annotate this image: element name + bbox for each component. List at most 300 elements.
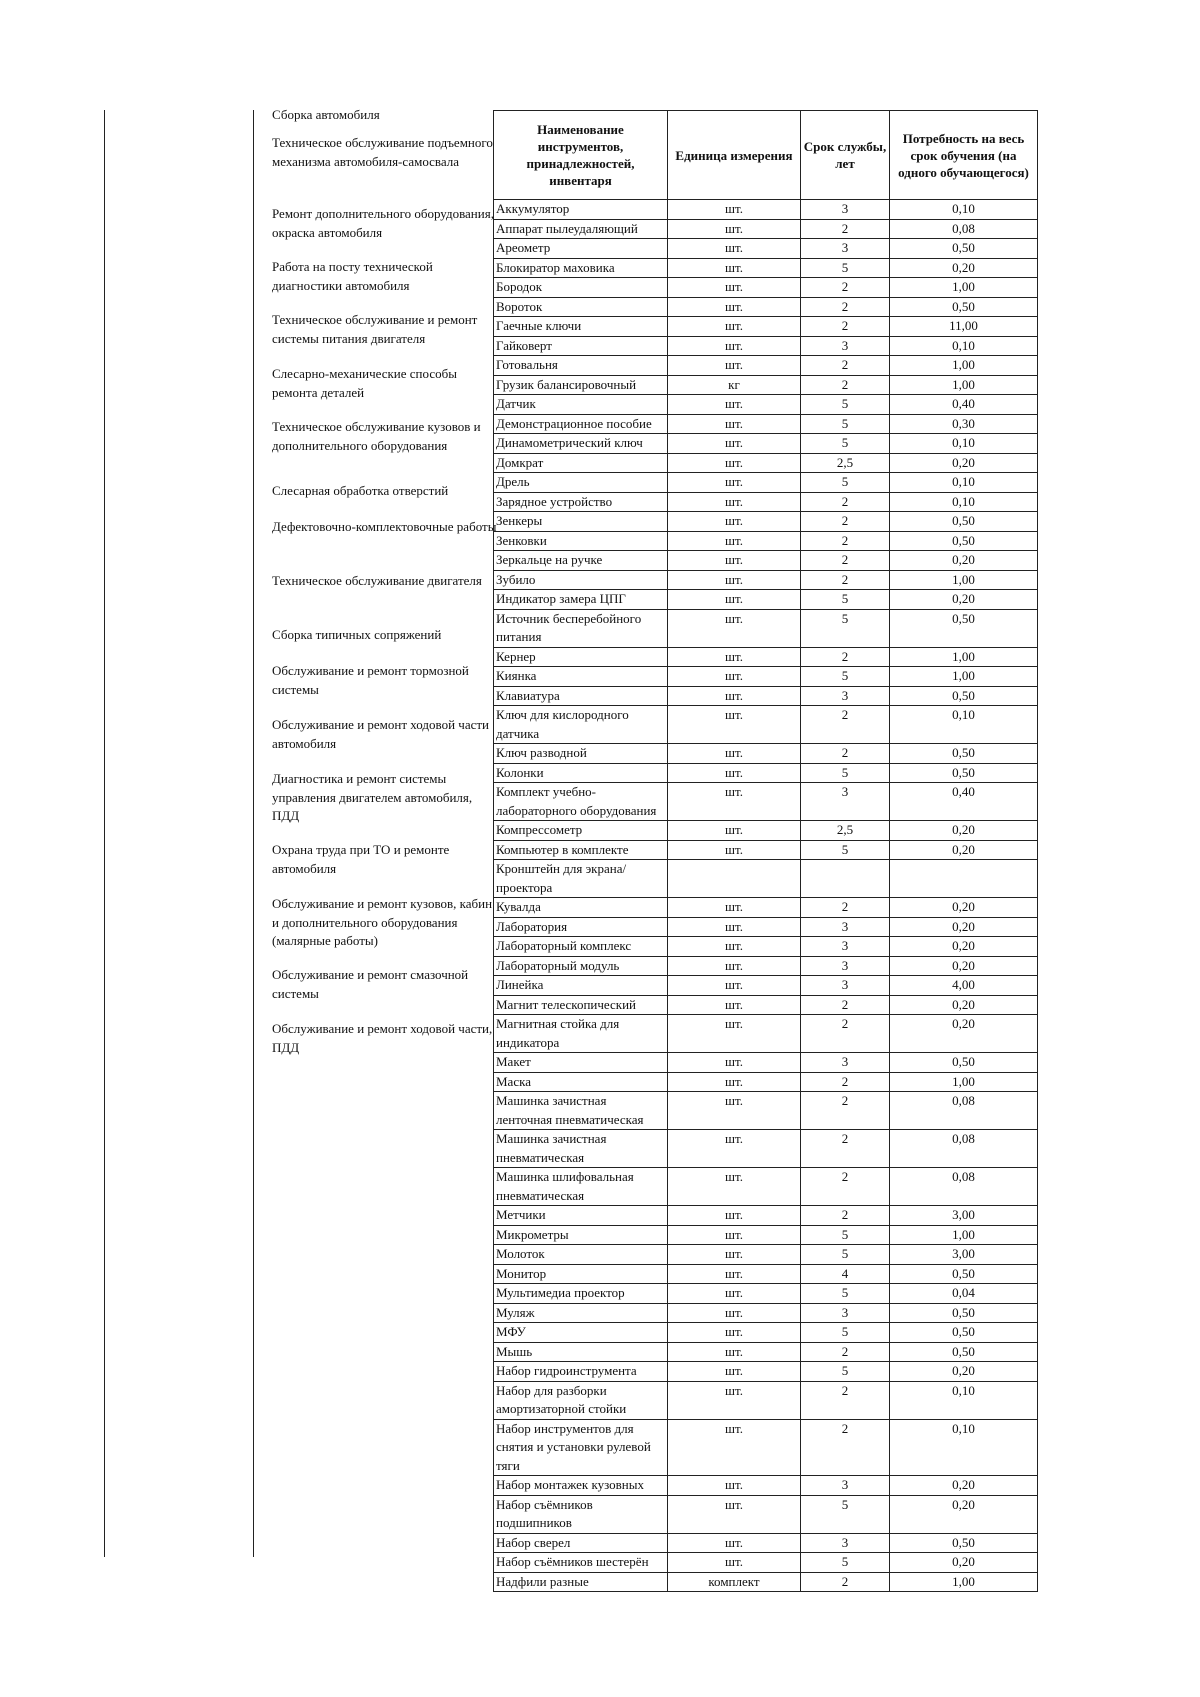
cell-life: 3 xyxy=(801,783,890,821)
cell-unit: шт. xyxy=(668,531,801,551)
cell-need: 0,50 xyxy=(890,1303,1038,1323)
cell-unit: шт. xyxy=(668,317,801,337)
cell-need: 0,20 xyxy=(890,453,1038,473)
cell-need: 1,00 xyxy=(890,570,1038,590)
cell-need: 0,08 xyxy=(890,219,1038,239)
cell-life: 4 xyxy=(801,1264,890,1284)
cell-unit: шт. xyxy=(668,278,801,298)
table-row xyxy=(494,686,1038,706)
cell-need: 0,50 xyxy=(890,1342,1038,1362)
topic-item: Техническое обслуживание и ремонт системы питания двигателя xyxy=(272,312,478,346)
cell-need: 0,20 xyxy=(890,1362,1038,1382)
table-row xyxy=(494,1476,1038,1496)
cell-name: Лабораторный модуль xyxy=(494,956,668,976)
cell-need: 0,08 xyxy=(890,1130,1038,1168)
cell-life: 3 xyxy=(801,336,890,356)
cell-name: Зенковки xyxy=(494,531,668,551)
cell-name: Кронштейн для экрана/проектора xyxy=(494,860,668,898)
cell-life: 5 xyxy=(801,840,890,860)
cell-need: 0,08 xyxy=(890,1168,1038,1206)
cell-name: Молоток xyxy=(494,1245,668,1265)
cell-life: 2 xyxy=(801,512,890,532)
cell-unit: шт. xyxy=(668,219,801,239)
cell-name: Монитор xyxy=(494,1264,668,1284)
cell-life: 3 xyxy=(801,1533,890,1553)
cell-need: 3,00 xyxy=(890,1245,1038,1265)
table-row xyxy=(494,995,1038,1015)
cell-need: 0,10 xyxy=(890,492,1038,512)
topic-item: Техническое обслуживание подъемного механизма автомобиля-самосвала xyxy=(272,135,493,169)
cell-life: 3 xyxy=(801,1303,890,1323)
cell-need: 0,10 xyxy=(890,434,1038,454)
table-row xyxy=(494,821,1038,841)
table-row xyxy=(494,239,1038,259)
cell-unit: шт. xyxy=(668,473,801,493)
cell-name: Колонки xyxy=(494,763,668,783)
cell-name: Машинка шлифовальная пневматическая xyxy=(494,1168,668,1206)
cell-unit: шт. xyxy=(668,1264,801,1284)
cell-life: 2 xyxy=(801,551,890,571)
cell-unit: шт. xyxy=(668,1206,801,1226)
cell-unit: шт. xyxy=(668,706,801,744)
cell-life: 5 xyxy=(801,1323,890,1343)
cell-name: Блокиратор маховика xyxy=(494,258,668,278)
cell-life: 2 xyxy=(801,570,890,590)
cell-unit: шт. xyxy=(668,1476,801,1496)
cell-life: 3 xyxy=(801,1053,890,1073)
table-row xyxy=(494,258,1038,278)
cell-life: 3 xyxy=(801,976,890,996)
table-row xyxy=(494,512,1038,532)
table-row xyxy=(494,706,1038,744)
cell-life: 2 xyxy=(801,531,890,551)
cell-name: Мультимедиа проектор xyxy=(494,1284,668,1304)
cell-need: 1,00 xyxy=(890,356,1038,376)
cell-life: 5 xyxy=(801,763,890,783)
cell-unit: шт. xyxy=(668,840,801,860)
cell-need: 3,00 xyxy=(890,1206,1038,1226)
cell-unit: шт. xyxy=(668,1015,801,1053)
cell-need: 0,20 xyxy=(890,1015,1038,1053)
cell-unit: шт. xyxy=(668,1245,801,1265)
cell-name: Метчики xyxy=(494,1206,668,1226)
topic-item: Ремонт дополнительного оборудования, окраска автомобиля xyxy=(272,206,494,240)
topic-item: Диагностика и ремонт системы управления двигателем автомобиля, ПДД xyxy=(272,771,473,823)
table-row xyxy=(494,860,1038,898)
table-row xyxy=(494,1303,1038,1323)
table-row xyxy=(494,744,1038,764)
cell-name: Динамометрический ключ xyxy=(494,434,668,454)
cell-need: 0,20 xyxy=(890,821,1038,841)
cell-need: 11,00 xyxy=(890,317,1038,337)
cell-unit: шт. xyxy=(668,917,801,937)
cell-unit: шт. xyxy=(668,258,801,278)
table-row xyxy=(494,278,1038,298)
cell-unit: кг xyxy=(668,375,801,395)
table-row xyxy=(494,763,1038,783)
cell-unit: шт. xyxy=(668,1130,801,1168)
cell-unit: шт. xyxy=(668,356,801,376)
cell-unit: шт. xyxy=(668,1168,801,1206)
table-row xyxy=(494,375,1038,395)
header-life: Срок службы, лет xyxy=(801,111,890,200)
table-row xyxy=(494,609,1038,647)
cell-name: Набор сверел xyxy=(494,1533,668,1553)
cell-life xyxy=(801,860,890,898)
cell-life: 2 xyxy=(801,995,890,1015)
cell-name: Кувалда xyxy=(494,898,668,918)
cell-life: 5 xyxy=(801,395,890,415)
table-row xyxy=(494,1130,1038,1168)
topic-item: Обслуживание и ремонт ходовой части автомобиля xyxy=(272,717,490,751)
cell-life: 5 xyxy=(801,414,890,434)
table-row xyxy=(494,956,1038,976)
cell-name: Мышь xyxy=(494,1342,668,1362)
cell-need: 0,20 xyxy=(890,995,1038,1015)
cell-need: 0,08 xyxy=(890,1092,1038,1130)
cell-name: Киянка xyxy=(494,667,668,687)
table-row xyxy=(494,1053,1038,1073)
cell-unit: комплект xyxy=(668,1572,801,1592)
table-row xyxy=(494,1533,1038,1553)
table-row xyxy=(494,356,1038,376)
cell-life: 2 xyxy=(801,1342,890,1362)
cell-need: 0,10 xyxy=(890,1419,1038,1476)
cell-life: 2 xyxy=(801,297,890,317)
cell-life: 2 xyxy=(801,706,890,744)
cell-life: 5 xyxy=(801,1245,890,1265)
cell-need: 0,10 xyxy=(890,1381,1038,1419)
table-row xyxy=(494,1419,1038,1476)
cell-unit: шт. xyxy=(668,1342,801,1362)
cell-unit: шт. xyxy=(668,239,801,259)
cell-unit: шт. xyxy=(668,395,801,415)
cell-unit: шт. xyxy=(668,1419,801,1476)
cell-need: 0,20 xyxy=(890,898,1038,918)
cell-life: 5 xyxy=(801,590,890,610)
cell-life: 2 xyxy=(801,1168,890,1206)
table-row xyxy=(494,434,1038,454)
cell-life: 2 xyxy=(801,1092,890,1130)
cell-unit: шт. xyxy=(668,783,801,821)
cell-unit: шт. xyxy=(668,1323,801,1343)
cell-need: 0,20 xyxy=(890,840,1038,860)
table-row xyxy=(494,1092,1038,1130)
cell-name: Готовальня xyxy=(494,356,668,376)
header-need: Потребность на весь срок обучения (на одного обучающегося) xyxy=(890,111,1038,200)
cell-need: 1,00 xyxy=(890,375,1038,395)
cell-unit: шт. xyxy=(668,200,801,220)
cell-need: 0,50 xyxy=(890,686,1038,706)
cell-life: 5 xyxy=(801,1553,890,1573)
cell-need: 0,20 xyxy=(890,1476,1038,1496)
cell-unit: шт. xyxy=(668,1072,801,1092)
table-row xyxy=(494,551,1038,571)
cell-name: Ареометр xyxy=(494,239,668,259)
cell-unit xyxy=(668,860,801,898)
cell-need: 0,50 xyxy=(890,1264,1038,1284)
cell-life: 2 xyxy=(801,1130,890,1168)
topic-item: Сборка типичных сопряжений xyxy=(272,627,442,642)
table-row xyxy=(494,297,1038,317)
table-row xyxy=(494,898,1038,918)
cell-name: Набор монтажек кузовных xyxy=(494,1476,668,1496)
cell-name: Машинка зачистная ленточная пневматическая xyxy=(494,1092,668,1130)
cell-name: Набор съёмников шестерён xyxy=(494,1553,668,1573)
topic-item: Техническое обслуживание двигателя xyxy=(272,573,482,588)
cell-need: 0,50 xyxy=(890,512,1038,532)
cell-life: 3 xyxy=(801,1476,890,1496)
cell-name: Комплект учебно-лабораторного оборудования xyxy=(494,783,668,821)
cell-name: Набор гидроинструмента xyxy=(494,1362,668,1382)
cell-life: 2 xyxy=(801,1206,890,1226)
cell-unit: шт. xyxy=(668,434,801,454)
cell-life: 2 xyxy=(801,1381,890,1419)
table-row xyxy=(494,1168,1038,1206)
table-row xyxy=(494,1225,1038,1245)
cell-life: 3 xyxy=(801,917,890,937)
cell-life: 3 xyxy=(801,200,890,220)
cell-unit: шт. xyxy=(668,414,801,434)
cell-life: 2 xyxy=(801,492,890,512)
table-row xyxy=(494,1342,1038,1362)
table-row xyxy=(494,453,1038,473)
cell-unit: шт. xyxy=(668,1533,801,1553)
topic-item: Обслуживание и ремонт тормозной системы xyxy=(272,663,469,697)
cell-name: Гаечные ключи xyxy=(494,317,668,337)
cell-name: Компьютер в комплекте xyxy=(494,840,668,860)
table-row xyxy=(494,200,1038,220)
table-row xyxy=(494,336,1038,356)
cell-name: Набор для разборки амортизаторной стойки xyxy=(494,1381,668,1419)
topic-item: Слесарная обработка отверстий xyxy=(272,483,449,498)
cell-name: МФУ xyxy=(494,1323,668,1343)
topic-item: Работа на посту технической диагностики автомобиля xyxy=(272,259,433,293)
cell-need: 0,30 xyxy=(890,414,1038,434)
cell-unit: шт. xyxy=(668,512,801,532)
cell-need: 0,20 xyxy=(890,917,1038,937)
cell-unit: шт. xyxy=(668,667,801,687)
table-row xyxy=(494,667,1038,687)
cell-unit: шт. xyxy=(668,297,801,317)
cell-name: Аккумулятор xyxy=(494,200,668,220)
table-row xyxy=(494,1572,1038,1592)
cell-life: 2 xyxy=(801,356,890,376)
cell-need: 1,00 xyxy=(890,1225,1038,1245)
cell-unit: шт. xyxy=(668,492,801,512)
cell-name: Линейка xyxy=(494,976,668,996)
cell-need: 0,50 xyxy=(890,1533,1038,1553)
cell-unit: шт. xyxy=(668,1362,801,1382)
table-row xyxy=(494,219,1038,239)
table-row xyxy=(494,473,1038,493)
table-row xyxy=(494,1015,1038,1053)
cell-need: 0,10 xyxy=(890,706,1038,744)
cell-life: 5 xyxy=(801,1284,890,1304)
cell-life: 2 xyxy=(801,317,890,337)
cell-life: 5 xyxy=(801,667,890,687)
cell-unit: шт. xyxy=(668,551,801,571)
topic-item: Обслуживание и ремонт кузовов, кабин и дополнительного оборудования (малярные работы) xyxy=(272,896,493,948)
column-divider-line xyxy=(253,110,254,1557)
cell-name: Ключ для кислородного датчика xyxy=(494,706,668,744)
cell-name: Бородок xyxy=(494,278,668,298)
cell-name: Дрель xyxy=(494,473,668,493)
cell-name: Зубило xyxy=(494,570,668,590)
topic-item: Обслуживание и ремонт смазочной системы xyxy=(272,967,469,1001)
cell-name: Грузик балансировочный xyxy=(494,375,668,395)
cell-name: Датчик xyxy=(494,395,668,415)
cell-name: Макет xyxy=(494,1053,668,1073)
cell-unit: шт. xyxy=(668,609,801,647)
cell-name: Зарядное устройство xyxy=(494,492,668,512)
cell-unit: шт. xyxy=(668,763,801,783)
cell-name: Набор съёмников подшипников xyxy=(494,1495,668,1533)
table-row xyxy=(494,1072,1038,1092)
table-row xyxy=(494,840,1038,860)
cell-name: Маска xyxy=(494,1072,668,1092)
table-row xyxy=(494,1553,1038,1573)
cell-need: 0,20 xyxy=(890,956,1038,976)
table-row xyxy=(494,492,1038,512)
cell-need: 0,20 xyxy=(890,937,1038,957)
cell-name: Набор инструментов для снятия и установки рулевой тяги xyxy=(494,1419,668,1476)
equipment-table xyxy=(493,110,1038,1592)
cell-name: Зенкеры xyxy=(494,512,668,532)
header-name: Наименование инструментов, принадлежностей, инвентаря xyxy=(494,111,668,200)
cell-need: 1,00 xyxy=(890,278,1038,298)
table-header-row xyxy=(494,111,1038,200)
table-row xyxy=(494,1495,1038,1533)
cell-unit: шт. xyxy=(668,1053,801,1073)
cell-need: 0,20 xyxy=(890,1495,1038,1533)
table-row xyxy=(494,1284,1038,1304)
cell-life: 3 xyxy=(801,956,890,976)
cell-need: 0,20 xyxy=(890,590,1038,610)
cell-name: Индикатор замера ЦПГ xyxy=(494,590,668,610)
left-border-line xyxy=(104,110,105,1557)
cell-life: 5 xyxy=(801,434,890,454)
cell-unit: шт. xyxy=(668,647,801,667)
cell-life: 2 xyxy=(801,1419,890,1476)
table-row xyxy=(494,647,1038,667)
cell-life: 3 xyxy=(801,239,890,259)
topic-item: Техническое обслуживание кузовов и дополнительного оборудования xyxy=(272,419,481,453)
topic-item: Обслуживание и ремонт ходовой части, ПДД xyxy=(272,1021,493,1055)
cell-name: Кернер xyxy=(494,647,668,667)
cell-need: 0,20 xyxy=(890,258,1038,278)
table-row xyxy=(494,317,1038,337)
table-row xyxy=(494,570,1038,590)
cell-need: 0,50 xyxy=(890,744,1038,764)
cell-unit: шт. xyxy=(668,686,801,706)
cell-need: 0,50 xyxy=(890,763,1038,783)
cell-life: 2 xyxy=(801,219,890,239)
cell-unit: шт. xyxy=(668,590,801,610)
cell-need: 0,50 xyxy=(890,1323,1038,1343)
table-row xyxy=(494,1362,1038,1382)
table-row xyxy=(494,783,1038,821)
cell-name: Демонстрационное пособие xyxy=(494,414,668,434)
table-row xyxy=(494,1323,1038,1343)
cell-name: Надфили разные xyxy=(494,1572,668,1592)
cell-name: Магнитная стойка для индикатора xyxy=(494,1015,668,1053)
cell-need: 0,50 xyxy=(890,239,1038,259)
cell-need: 0,50 xyxy=(890,1053,1038,1073)
cell-name: Компрессометр xyxy=(494,821,668,841)
cell-life: 2 xyxy=(801,1572,890,1592)
cell-name: Лабораторный комплекс xyxy=(494,937,668,957)
cell-need: 1,00 xyxy=(890,1072,1038,1092)
cell-name: Зеркальце на ручке xyxy=(494,551,668,571)
cell-name: Клавиатура xyxy=(494,686,668,706)
topic-item: Сборка автомобиля xyxy=(272,107,380,122)
cell-name: Ключ разводной xyxy=(494,744,668,764)
cell-name: Магнит телескопический xyxy=(494,995,668,1015)
cell-life: 2,5 xyxy=(801,821,890,841)
cell-unit: шт. xyxy=(668,1381,801,1419)
topic-item: Слесарно-механические способы ремонта деталей xyxy=(272,366,457,400)
cell-life: 5 xyxy=(801,609,890,647)
table-row xyxy=(494,414,1038,434)
cell-life: 2,5 xyxy=(801,453,890,473)
table-row xyxy=(494,917,1038,937)
cell-need: 1,00 xyxy=(890,647,1038,667)
table-row xyxy=(494,976,1038,996)
cell-name: Вороток xyxy=(494,297,668,317)
cell-life: 2 xyxy=(801,375,890,395)
table-row xyxy=(494,1264,1038,1284)
cell-name: Муляж xyxy=(494,1303,668,1323)
cell-unit: шт. xyxy=(668,1303,801,1323)
cell-life: 5 xyxy=(801,1225,890,1245)
header-unit: Единица измерения xyxy=(668,111,801,200)
cell-need: 0,50 xyxy=(890,297,1038,317)
cell-life: 5 xyxy=(801,258,890,278)
cell-life: 2 xyxy=(801,647,890,667)
cell-unit: шт. xyxy=(668,956,801,976)
cell-need: 0,50 xyxy=(890,609,1038,647)
cell-unit: шт. xyxy=(668,821,801,841)
cell-name: Домкрат xyxy=(494,453,668,473)
table-row xyxy=(494,1245,1038,1265)
cell-unit: шт. xyxy=(668,570,801,590)
table-row xyxy=(494,590,1038,610)
cell-life: 3 xyxy=(801,937,890,957)
cell-unit: шт. xyxy=(668,336,801,356)
cell-name: Источник бесперебойного питания xyxy=(494,609,668,647)
cell-life: 5 xyxy=(801,1362,890,1382)
table-row xyxy=(494,937,1038,957)
cell-life: 2 xyxy=(801,898,890,918)
cell-need: 0,10 xyxy=(890,473,1038,493)
table-row xyxy=(494,531,1038,551)
cell-unit: шт. xyxy=(668,1495,801,1533)
topic-item: Охрана труда при ТО и ремонте автомобиля xyxy=(272,842,450,876)
cell-unit: шт. xyxy=(668,976,801,996)
cell-unit: шт. xyxy=(668,1284,801,1304)
topic-item: Дефектовочно-комплектовочные работы xyxy=(272,519,497,534)
cell-life: 2 xyxy=(801,1015,890,1053)
cell-name: Гайковерт xyxy=(494,336,668,356)
cell-need: 0,50 xyxy=(890,531,1038,551)
cell-unit: шт. xyxy=(668,898,801,918)
cell-need: 1,00 xyxy=(890,667,1038,687)
cell-life: 5 xyxy=(801,473,890,493)
table-row xyxy=(494,1206,1038,1226)
cell-need: 0,10 xyxy=(890,336,1038,356)
cell-unit: шт. xyxy=(668,937,801,957)
